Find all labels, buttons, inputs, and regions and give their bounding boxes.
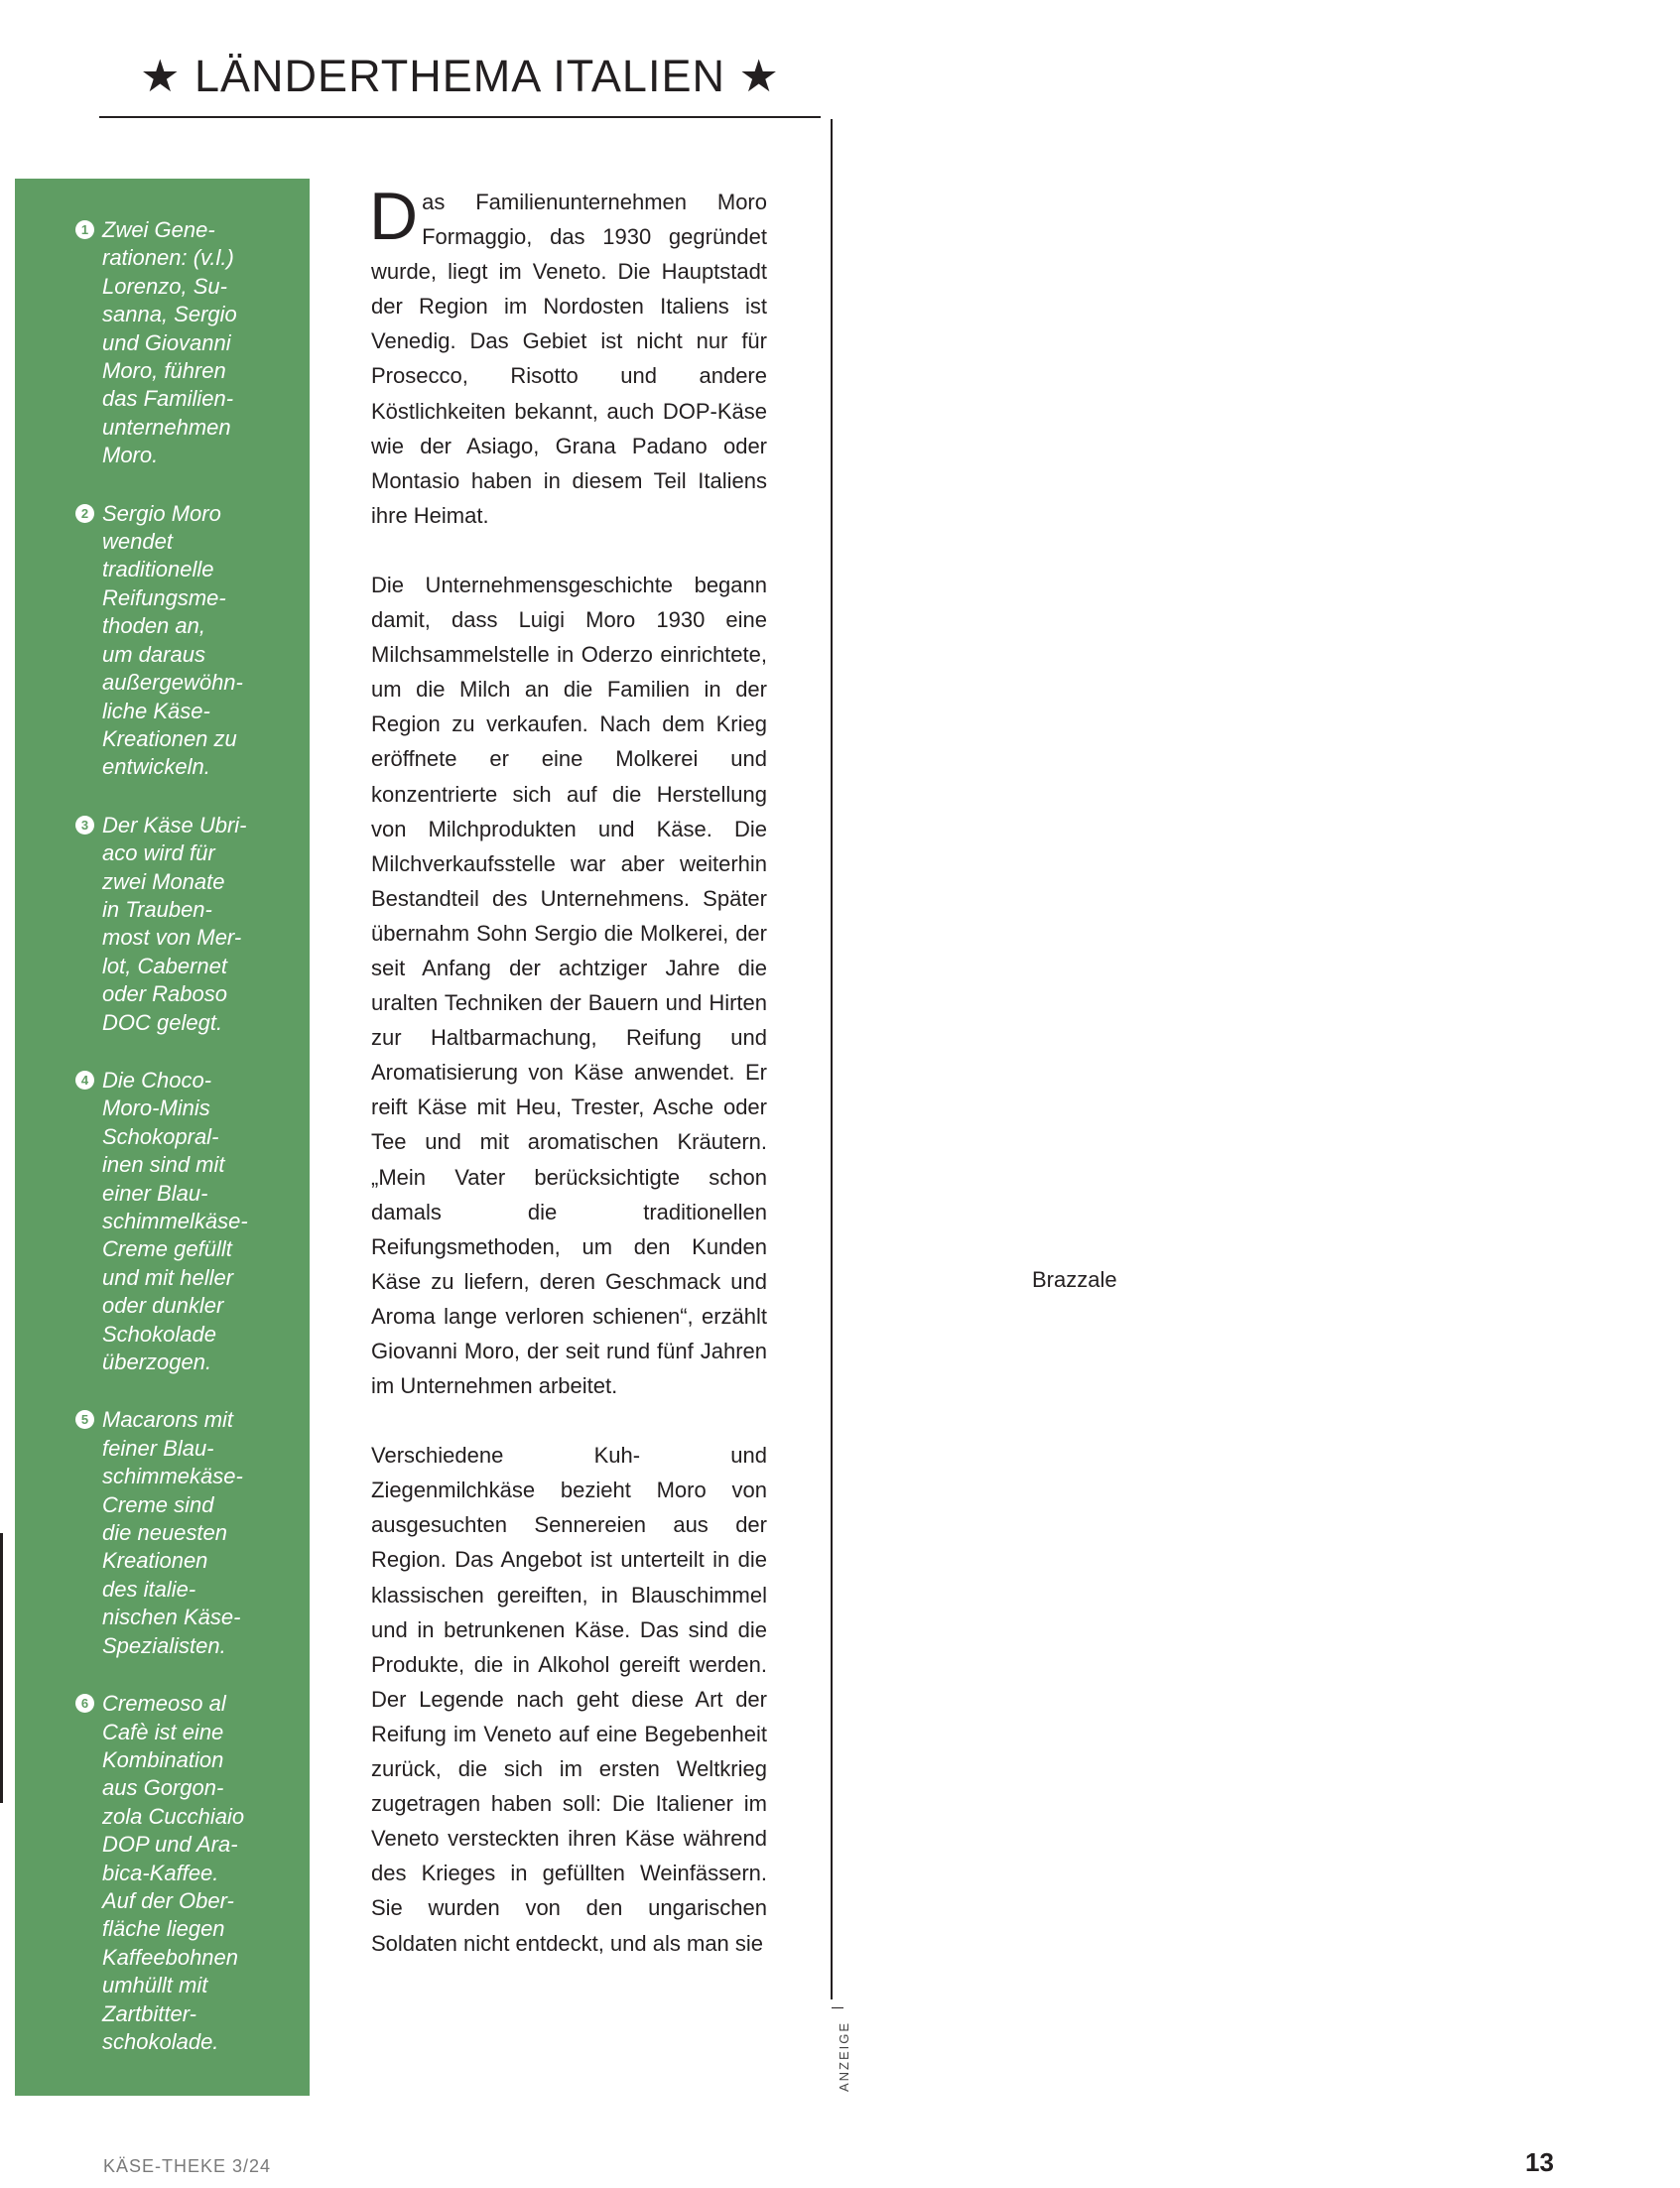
article-paragraph-2: Die Unternehmensgeschichte begann damit, dass Luigi Moro 1930 eine Milchsammelstelle in Oderzo einrichtete, um die Milch an die Familien in der Region zu verkaufen. Nach dem Krieg eröffnete er eine Molkerei und konzentrierte sich auf die Herstellung von Milchprodukten und Käse. Die Milchverkaufsstelle war aber weiterhin Bestandteil des Unternehmens. Später übernahm Sohn Sergio die Molkerei, der seit Anfang der achtziger Jahre die uralten Techniken der Bauern und Hirten zur Haltbarmachung, Reifung und Aromatisierung von Käse anwendet. Er reift Käse mit Heu, Trester, Asche oder Tee und mit aromatischen Kräutern. „Mein Vater berücksichtigte schon damals die traditionellen Reifungsmethoden, um den Kunden Käse zu liefern, deren Geschmack und Aroma lange verloren schienen“, erzählt Giovanni Moro, der seit rund fünf Jahren im Unternehmen arbeitet. bbox=[371, 572, 767, 1399]
caption-3 bbox=[80, 812, 294, 1037]
caption-number-icon: 5 bbox=[75, 1410, 94, 1429]
ad-label-text: ANZEIGE bbox=[837, 2020, 851, 2092]
ad-label-rule bbox=[832, 2007, 843, 2008]
caption-4 bbox=[80, 1067, 294, 1376]
caption-text: Der Käse Ubri- aco wird für zwei Monate in Trauben- most von Mer- lot, Cabernet oder Raboso DOC gelegt. bbox=[102, 812, 247, 1035]
caption-number-icon: 4 bbox=[75, 1071, 94, 1090]
caption-text: Macarons mit feiner Blau- schimmekäse- Creme sind die neuesten Kreationen des italie- nischen Käse- Spezialisten. bbox=[102, 1407, 243, 1658]
caption-number-icon: 3 bbox=[75, 816, 94, 835]
section-title: ★ LÄNDERTHEMA ITALIEN ★ bbox=[140, 51, 780, 101]
caption-text: Sergio Moro wendet traditionelle Reifungsme- thoden an, um daraus außergewöhn- liche Käse- Kreationen zu entwickeln. bbox=[102, 500, 243, 780]
column-divider bbox=[831, 119, 833, 1999]
magazine-issue: KÄSE-THEKE 3/24 bbox=[103, 2156, 272, 2176]
ad-brand-label: Brazzale bbox=[1032, 1267, 1117, 1292]
margin-mark bbox=[0, 1533, 3, 1803]
caption-number-icon: 1 bbox=[75, 220, 94, 239]
caption-2 bbox=[80, 500, 294, 782]
caption-number-icon: 6 bbox=[75, 1694, 94, 1713]
caption-5 bbox=[80, 1406, 294, 1660]
page-number: 13 bbox=[1525, 2147, 1554, 2177]
ad-label bbox=[837, 2020, 851, 2093]
caption-sidebar bbox=[15, 179, 310, 2096]
paragraph-text: as Familienunternehmen Moro Formaggio, das 1930 gegründet wurde, liegt im Veneto. Die Hauptstadt der Region im Nordosten Italiens ist Venedig. Das Gebiet ist nicht nur für Prosecco, Risotto und andere Köstlichkeiten bekannt, auch DOP-Käse wie der Asiago, Grana Padano oder Montasio haben in diesem Teil Italiens ihre Heimat. bbox=[371, 190, 767, 528]
caption-6 bbox=[80, 1690, 294, 2056]
article-body bbox=[369, 179, 767, 1995]
caption-text: Die Choco- Moro-Minis Schokopral- inen sind mit einer Blau- schimmelkäse- Creme gefüllt und mit heller oder dunkler Schokolade überzogen. bbox=[102, 1067, 248, 1375]
caption-1 bbox=[80, 216, 294, 470]
caption-text: Cremeoso al Cafè ist eine Kombination aus Gorgon- zola Cucchiaio DOP und Ara- bica-Kaffee. Auf der Ober- fläche liegen Kaffeebohnen umhüllt mit Zartbitter- schokolade. bbox=[102, 1691, 245, 2054]
article-paragraph-1 bbox=[369, 179, 767, 533]
caption-text: Zwei Gene- rationen: (v.l.) Lorenzo, Su- sanna, Sergio und Giovanni Moro, führen das Familien- unternehmen Moro. bbox=[102, 217, 237, 468]
drop-cap: D bbox=[369, 179, 419, 254]
caption-number-icon: 2 bbox=[75, 504, 94, 523]
article-paragraph-3: Verschiedene Kuh- und Ziegenmilchkäse bezieht Moro von ausgesuchten Sennereien aus der Region. Das Angebot ist unterteilt in die klassischen gereiften, in Blauschimmel und in betrunkenen Käse. Das sind die Produkte, die in Alkohol gereift werden. Der Legende nach geht diese Art der Reifung im Veneto auf eine Begebenheit zurück, die sich im ersten Weltkrieg zugetragen haben soll: Die Italiener im Veneto versteckten ihren Käse während des Krieges in gefüllten Weinfässern. Sie wurden von den ungarischen Soldaten nicht entdeckt, und als man sie bbox=[371, 1443, 767, 1956]
header-rule bbox=[99, 116, 821, 118]
